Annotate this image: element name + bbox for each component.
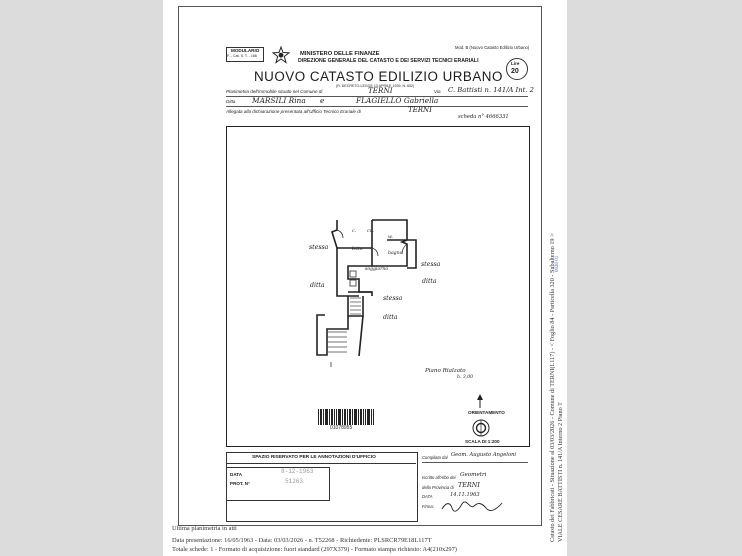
- office-title-divider: [226, 463, 416, 464]
- stamp-price-label: Lire: [511, 61, 520, 66]
- law-reference: (R. DECRETO-LEGGE 13 APRILE 1939, N. 652): [336, 84, 415, 88]
- ditta-conjunction: e: [320, 96, 325, 105]
- footer-line-3: Totale schede: 1 - Formato di acquisizione: fuori standard (297X379) - Formato stampa richiesto: A4(210x297): [172, 546, 457, 553]
- mod-ref: Mod. B (Nuovo Catasto Edilizio Urbano): [455, 45, 530, 50]
- room-label-w: w.: [388, 235, 393, 240]
- modulario-code: F. - Cat. S. T. - 166: [227, 54, 257, 58]
- room-label-soggiorno: soggiorno: [365, 267, 389, 272]
- scale-label: SCALA DI 1:200: [465, 439, 500, 444]
- ditta-value-2: FLAGIELLO Gabriella: [356, 96, 439, 105]
- neighbor-ditta-right: ditta: [422, 278, 437, 285]
- room-label-letto: letto: [352, 247, 363, 252]
- side-page-code: 0020 01: [555, 255, 560, 272]
- ditta-label: Ditta: [226, 99, 236, 104]
- provincia-value: TERNI: [458, 481, 480, 489]
- firma-label: Firma:: [422, 504, 434, 509]
- viewer-background-left: [0, 0, 163, 556]
- via-value: C. Battisti n. 141/A Int. 2: [448, 86, 534, 94]
- floor-height: h. 3,00: [457, 375, 474, 380]
- stamp-price-value: 20: [511, 68, 519, 75]
- room-label-cu: cu.: [367, 229, 374, 234]
- compilata-underline: [422, 462, 528, 463]
- direction-name: DIREZIONE GENERALE DEL CATASTO E DEI SERVIZI TECNICI ERARIALI: [298, 58, 479, 64]
- footer-line-1: Ultima planimetria in atti: [172, 525, 237, 532]
- side-cadastre-line-1: Catasto dei Fabbricati - Situazione al 03/03/2026 - Comune di TERNI(L117) - < Foglio 84 - Particella 320 - Subalterno 19 >: [549, 233, 556, 542]
- comune-value: TERNI: [368, 86, 393, 95]
- room-label-c: c.: [352, 229, 357, 234]
- barcode-number: 01078955: [330, 425, 353, 431]
- room-label-bagno: bagno: [388, 251, 403, 256]
- provincia-label: della Provincia di: [422, 485, 454, 490]
- via-label: Via: [434, 89, 441, 94]
- allegata-value: TERNI: [408, 106, 432, 114]
- barcode: [318, 409, 374, 425]
- viewer-background-right: [567, 0, 742, 556]
- modulario-label: MODULARIO: [231, 48, 260, 53]
- office-data-value: 8-12-1963: [281, 468, 314, 475]
- neighbor-stessa-bottom: stessa: [383, 295, 403, 302]
- neighbor-ditta-bottom: ditta: [383, 314, 398, 321]
- handwritten-signature: [440, 499, 504, 517]
- side-cadastre-line-2: VIALE CESARE BATTISTI n. 141/A Interno 2 Piano T: [557, 402, 564, 542]
- orientation-label: ORIENTAMENTO: [468, 410, 505, 415]
- neighbor-stessa-right: stessa: [421, 261, 441, 268]
- form-title: NUOVO CATASTO EDILIZIO URBANO: [254, 69, 503, 84]
- office-prot-label: PROT. N°: [230, 481, 250, 486]
- emblem-icon: [272, 46, 290, 69]
- ditta-value-1: MARSILI Rina: [252, 96, 306, 105]
- scheda-number: scheda n° 4666331: [458, 114, 509, 120]
- ministry-name: MINISTERO DELLE FINANZE: [300, 51, 380, 57]
- floor-label: Piano Rialzato: [425, 368, 466, 374]
- compilata-label: Compilata dal: [422, 455, 448, 460]
- allegata-label: Allegata alla dichiarazione presentata all'Ufficio Tecnico Erariale di: [226, 109, 361, 114]
- office-title: SPAZIO RISERVATO PER LE ANNOTAZIONI D'UFFICIO: [252, 455, 376, 460]
- comune-label: Planimetria dell'immobile situato nel Comune di: [226, 89, 323, 94]
- iscritto-label: Iscritto all'Albo dei: [422, 475, 456, 480]
- neighbor-stessa-left: stessa: [309, 244, 329, 251]
- office-prot-value: 51263: [285, 478, 304, 485]
- ditta-underline: [226, 106, 528, 107]
- iscritto-value: Geometri: [460, 472, 487, 478]
- office-data-label: DATA: [230, 472, 243, 477]
- sign-data-label: DATA: [422, 494, 433, 499]
- neighbor-ditta-left: ditta: [310, 282, 325, 289]
- sign-data-value: 14.11.1963: [450, 492, 480, 498]
- footer-line-2: Data presentazione: 16/05/1963 - Data: 03/03/2026 - n. T52268 - Richiedente: PLSRCR79E18L117T: [172, 537, 432, 544]
- compilata-value: Geom. Augusto Angeloni: [451, 452, 517, 458]
